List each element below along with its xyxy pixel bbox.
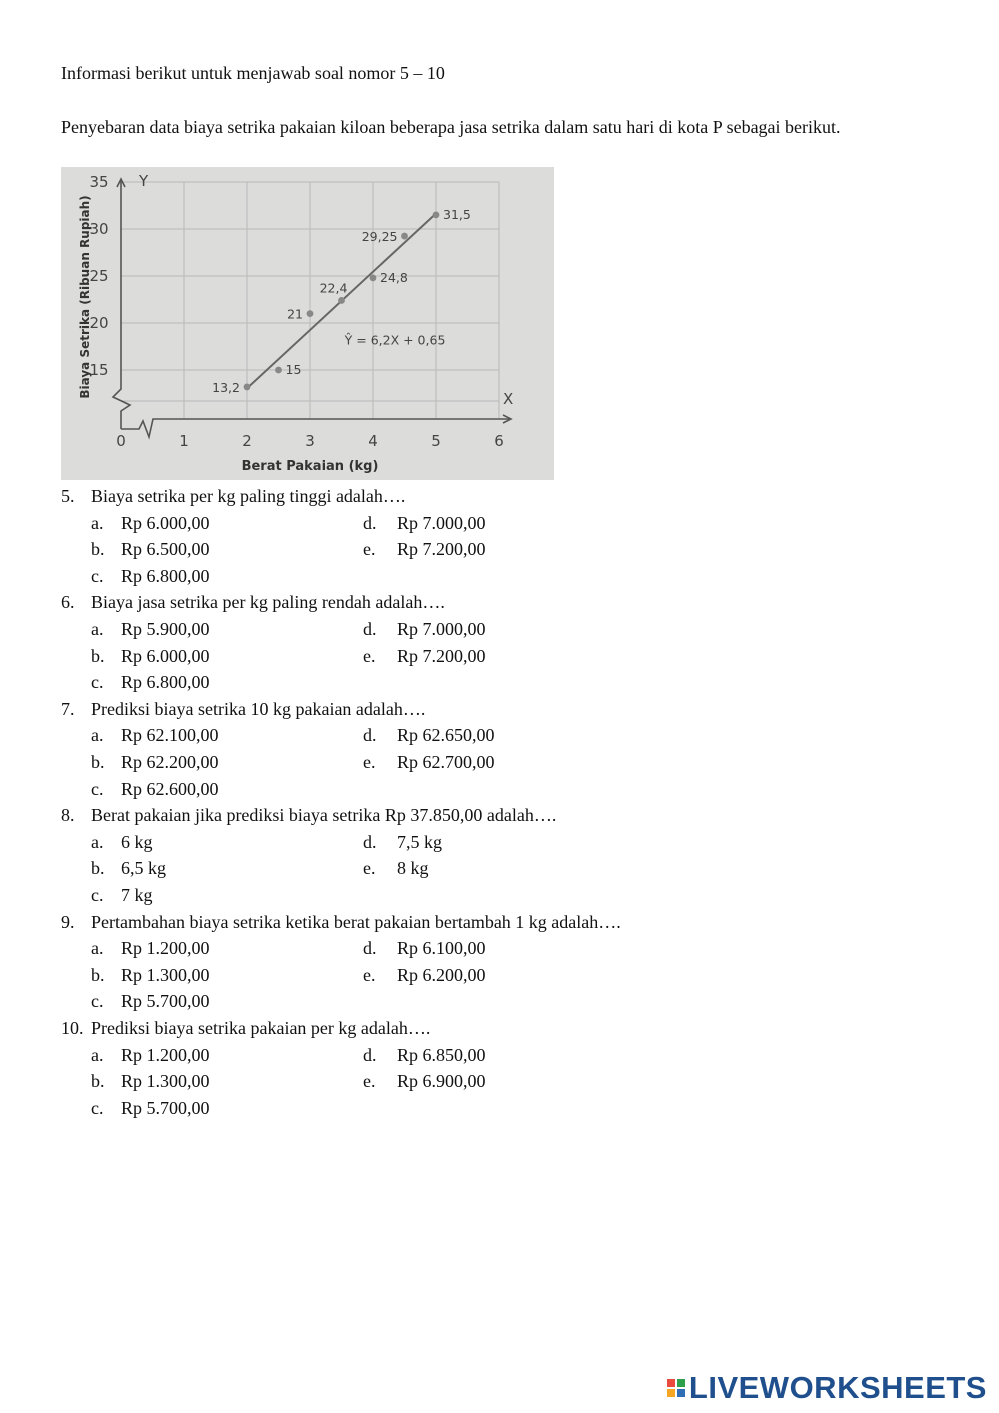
- x-axis-letter: X: [503, 390, 514, 408]
- answer-option[interactable]: [363, 539, 486, 560]
- option-letter: a.: [91, 619, 104, 639]
- liveworksheets-logo: [667, 1370, 987, 1405]
- answer-option[interactable]: [91, 885, 153, 906]
- y-tick-label: 20: [89, 314, 109, 332]
- answer-option[interactable]: [363, 619, 486, 640]
- option-text: Rp 6.800,00: [121, 565, 210, 586]
- option-text: Rp 5.700,00: [121, 991, 210, 1012]
- option-text: Rp 6.900,00: [397, 1071, 486, 1092]
- question-number: 5.: [61, 486, 75, 506]
- option-text: Rp 62.650,00: [397, 725, 495, 746]
- data-point: [433, 212, 440, 219]
- option-letter: b.: [91, 752, 105, 772]
- question-9: [61, 912, 621, 933]
- logo-square: [677, 1379, 685, 1387]
- option-text: Rp 7.200,00: [397, 645, 486, 666]
- question-number: 9.: [61, 911, 75, 932]
- option-text: 6 kg: [121, 831, 153, 852]
- y-tick-label: 25: [89, 267, 109, 285]
- question-text: Berat pakaian jika prediksi biaya setrika Rp 37.850,00 adalah….: [91, 805, 557, 826]
- option-letter: e.: [363, 858, 376, 879]
- option-text: Rp 5.900,00: [121, 619, 210, 639]
- intro-text: Informasi berikut untuk menjawab soal nomor 5 – 10: [61, 63, 445, 83]
- answer-option[interactable]: [91, 1045, 210, 1066]
- option-letter: e.: [363, 539, 376, 560]
- data-label: 15: [285, 362, 302, 377]
- x-tick-label: 5: [431, 432, 441, 450]
- option-letter: d.: [363, 619, 377, 639]
- option-letter: d.: [363, 831, 377, 852]
- data-point: [275, 367, 282, 374]
- option-text: Rp 6.100,00: [397, 938, 486, 959]
- option-text: Rp 62.600,00: [121, 778, 219, 799]
- logo-grid-icon: [667, 1379, 685, 1397]
- answer-option[interactable]: [363, 646, 486, 667]
- option-text: Rp 6.000,00: [121, 645, 210, 666]
- option-text: Rp 1.200,00: [121, 1044, 210, 1065]
- x-tick-label: 1: [179, 432, 189, 450]
- option-letter: c.: [91, 565, 104, 586]
- option-text: Rp 1.200,00: [121, 938, 210, 959]
- answer-option[interactable]: [91, 1071, 210, 1092]
- option-text: Rp 1.300,00: [121, 964, 210, 985]
- option-text: Rp 7.200,00: [397, 539, 486, 560]
- option-letter: b.: [91, 645, 105, 666]
- question-8: [61, 805, 556, 826]
- option-text: Rp 6.000,00: [121, 512, 210, 533]
- question-number: 7.: [61, 698, 75, 719]
- y-axis: [113, 180, 130, 429]
- answer-option[interactable]: [91, 965, 210, 986]
- option-text: Rp 6.800,00: [121, 672, 210, 693]
- x-tick-label: 0: [116, 432, 126, 450]
- option-letter: d.: [363, 1044, 377, 1065]
- question-text: Pertambahan biaya setrika ketika berat pakaian bertambah 1 kg adalah….: [91, 911, 621, 932]
- question-7: [61, 699, 425, 720]
- logo-square: [667, 1389, 675, 1397]
- option-letter: c.: [91, 991, 104, 1012]
- option-letter: a.: [91, 1044, 104, 1065]
- answer-option[interactable]: [91, 858, 166, 879]
- option-letter: a.: [91, 938, 104, 959]
- option-letter: e.: [363, 964, 376, 985]
- option-text: 7 kg: [121, 885, 153, 905]
- x-tick-label: 2: [242, 432, 252, 450]
- option-letter: a.: [91, 725, 104, 746]
- option-letter: c.: [91, 1097, 104, 1118]
- option-letter: d.: [363, 725, 377, 746]
- question-10: [61, 1018, 430, 1039]
- scatter-chart: [61, 167, 554, 480]
- answer-option[interactable]: [91, 991, 210, 1012]
- question-text: Prediksi biaya setrika 10 kg pakaian adalah….: [91, 698, 426, 719]
- option-text: Rp 7.000,00: [397, 619, 486, 639]
- answer-option[interactable]: [91, 725, 219, 746]
- x-axis-title: Berat Pakaian (kg): [241, 459, 379, 474]
- option-letter: d.: [363, 938, 377, 959]
- answer-option[interactable]: [91, 566, 210, 587]
- data-label: 22,4: [319, 280, 348, 296]
- question-text: Biaya jasa setrika per kg paling rendah adalah….: [91, 592, 445, 613]
- option-text: 7,5 kg: [397, 831, 442, 852]
- answer-option[interactable]: [91, 779, 219, 800]
- question-text: Biaya setrika per kg paling tinggi adalah….: [91, 486, 406, 506]
- data-point: [244, 384, 251, 391]
- data-label: 29,25: [361, 229, 398, 245]
- option-text: Rp 62.700,00: [397, 752, 495, 772]
- y-axis-title: Biaya Setrika (Ribuan Rupiah): [78, 195, 92, 399]
- answer-option[interactable]: [363, 752, 495, 773]
- answer-option[interactable]: [363, 938, 486, 959]
- answer-option[interactable]: [363, 858, 429, 879]
- answer-option[interactable]: [363, 1045, 486, 1066]
- option-text: Rp 6.500,00: [121, 539, 210, 560]
- answer-option[interactable]: [363, 832, 442, 853]
- option-text: Rp 62.200,00: [121, 752, 219, 772]
- option-letter: a.: [91, 512, 104, 533]
- question-text: Prediksi biaya setrika pakaian per kg adalah….: [91, 1018, 431, 1038]
- answer-option[interactable]: [91, 938, 210, 959]
- option-letter: b.: [91, 964, 105, 985]
- question-6: [61, 592, 445, 613]
- x-tick-label: 4: [368, 432, 378, 450]
- answer-option[interactable]: [363, 725, 495, 746]
- option-letter: b.: [91, 1071, 105, 1092]
- answer-option[interactable]: [91, 752, 219, 773]
- option-letter: b.: [91, 858, 105, 879]
- option-text: Rp 5.700,00: [121, 1097, 210, 1118]
- data-point: [338, 297, 345, 304]
- option-letter: a.: [91, 831, 104, 852]
- answer-option[interactable]: [363, 1071, 486, 1092]
- data-point: [370, 274, 377, 281]
- option-text: 8 kg: [397, 858, 429, 879]
- description-text: Penyebaran data biaya setrika pakaian kiloan beberapa jasa setrika dalam satu hari di kota P sebagai berikut.: [61, 117, 841, 137]
- option-text: Rp 6.200,00: [397, 964, 486, 985]
- data-label: 13,2: [212, 379, 240, 395]
- answer-option[interactable]: [91, 513, 210, 534]
- y-axis-letter: Y: [139, 172, 149, 190]
- option-letter: b.: [91, 539, 105, 560]
- x-tick-label: 6: [494, 432, 504, 450]
- data-point: [401, 233, 408, 240]
- y-tick-label: 15: [89, 361, 109, 379]
- answer-option[interactable]: [91, 539, 210, 560]
- option-text: Rp 7.000,00: [397, 512, 486, 533]
- option-text: Rp 6.850,00: [397, 1044, 486, 1065]
- answer-option[interactable]: [91, 646, 210, 667]
- regression-equation: Ŷ = 6,2X + 0,65: [344, 332, 446, 348]
- question-number: 8.: [61, 805, 75, 826]
- question-number: 6.: [61, 592, 75, 613]
- logo-square: [667, 1379, 675, 1387]
- option-letter: c.: [91, 778, 104, 799]
- data-point: [307, 310, 314, 317]
- option-letter: e.: [363, 752, 376, 772]
- question-number: 10.: [61, 1018, 84, 1038]
- answer-option[interactable]: [91, 1098, 210, 1119]
- data-label: 24,8: [380, 269, 408, 285]
- logo-square: [677, 1389, 685, 1397]
- answer-option[interactable]: [363, 513, 486, 534]
- option-letter: c.: [91, 672, 104, 693]
- data-label: 21: [287, 306, 303, 322]
- answer-option[interactable]: [91, 832, 153, 853]
- option-letter: e.: [363, 645, 376, 666]
- option-letter: c.: [91, 885, 104, 905]
- option-text: 6,5 kg: [121, 858, 166, 879]
- answer-option[interactable]: [91, 672, 210, 693]
- option-letter: d.: [363, 512, 377, 533]
- answer-option[interactable]: [363, 965, 486, 986]
- brand-name: LIVEWORKSHEETS: [688, 1370, 987, 1405]
- data-label: 31,5: [443, 206, 471, 222]
- option-text: Rp 62.100,00: [121, 725, 219, 746]
- option-letter: e.: [363, 1071, 376, 1092]
- option-text: Rp 1.300,00: [121, 1071, 210, 1092]
- answer-option[interactable]: [91, 619, 210, 640]
- x-tick-label: 3: [305, 432, 315, 450]
- y-tick-label: 35: [89, 173, 109, 191]
- y-tick-label: 30: [89, 220, 109, 238]
- question-5: [61, 486, 405, 507]
